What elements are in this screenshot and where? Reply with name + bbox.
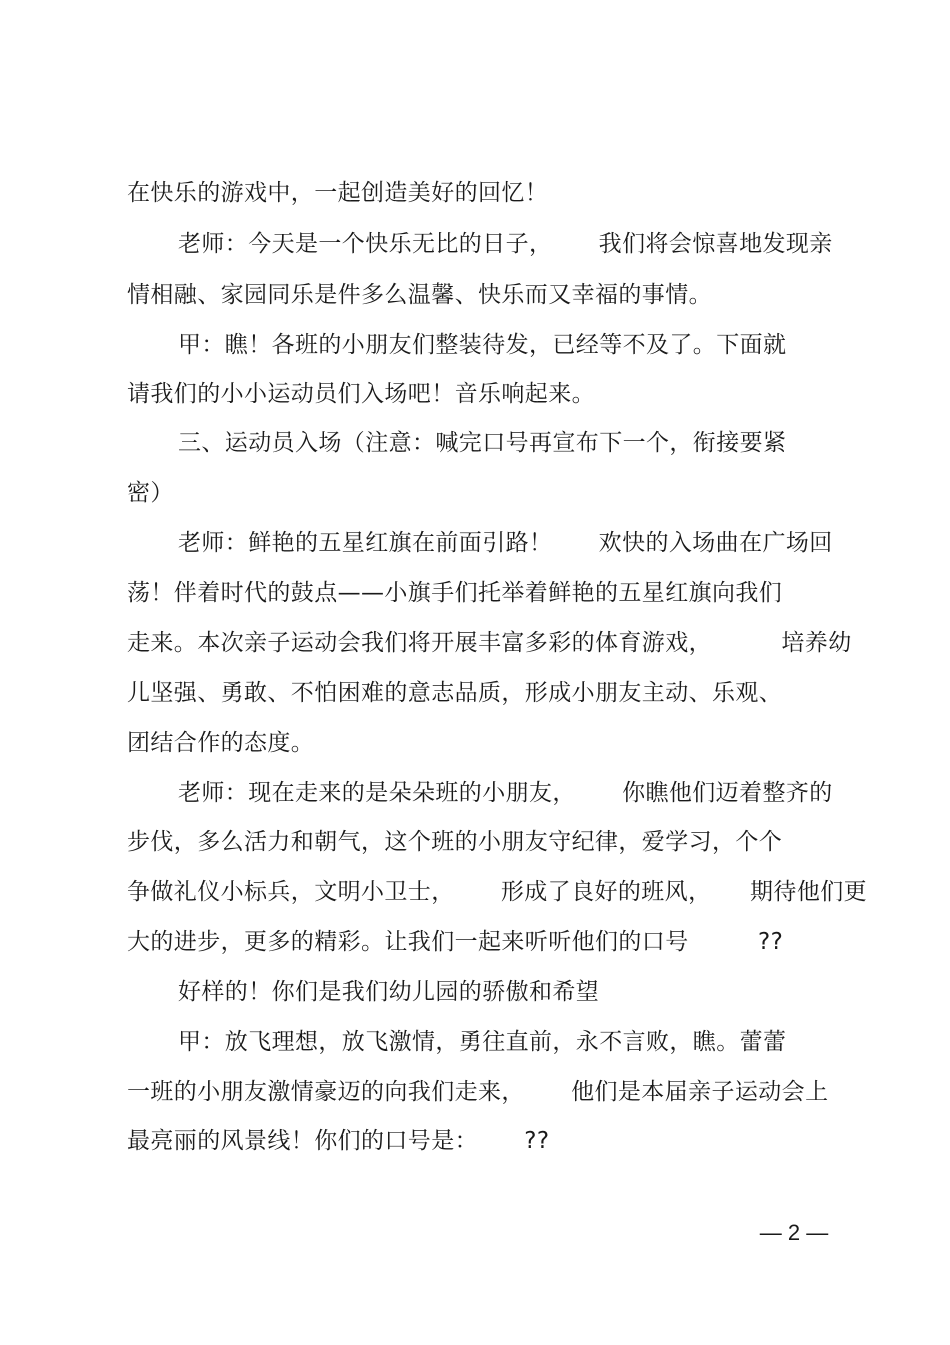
text-line: 密） [127, 480, 174, 506]
text-line: 走来。本次亲子运动会我们将开展丰富多彩的体育游戏， 培养幼 [127, 630, 852, 656]
text-line: 三、运动员入场（注意：喊完口号再宣布下一个，衔接要紧 [178, 430, 787, 456]
text-line: 好样的！你们是我们幼儿园的骄傲和希望 [178, 979, 600, 1005]
text-line: 儿坚强、勇敢、不怕困难的意志品质，形成小朋友主动、乐观、 [127, 680, 783, 706]
text-line: 在快乐的游戏中，一起创造美好的回忆！ [127, 180, 549, 206]
text-line: 请我们的小小运动员们入场吧！音乐响起来。 [127, 381, 595, 407]
page-number: — 2 — [759, 1220, 829, 1245]
text-line: 老师：今天是一个快乐无比的日子， 我们将会惊喜地发现亲 [178, 231, 833, 257]
text-line: 大的进步，更多的精彩。让我们一起来听听他们的口号 ?? [127, 929, 784, 955]
text-line: 甲：瞧！各班的小朋友们整装待发，已经等不及了。下面就 [178, 332, 787, 358]
text-line: 一班的小朋友激情豪迈的向我们走来， 他们是本届亲子运动会上 [127, 1079, 829, 1105]
text-line: 老师：鲜艳的五星红旗在前面引路！ 欢快的入场曲在广场回 [178, 530, 833, 556]
text-line: 步伐，多么活力和朝气，这个班的小朋友守纪律，爱学习，个个 [127, 829, 783, 855]
text-line: 最亮丽的风景线！你们的口号是： ?? [127, 1128, 550, 1154]
text-line: 甲：放飞理想，放飞激情，勇往直前，永不言败，瞧。蕾蕾 [178, 1029, 787, 1055]
text-line: 情相融、家园同乐是件多么温馨、快乐而又幸福的事情。 [127, 282, 712, 308]
text-line: 团结合作的态度。 [127, 730, 315, 756]
text-line: 老师：现在走来的是朵朵班的小朋友， 你瞧他们迈着整齐的 [178, 780, 833, 806]
text-line: 荡！伴着时代的鼓点——小旗手们托举着鲜艳的五星红旗向我们 [127, 580, 783, 606]
text-line: 争做礼仪小标兵，文明小卫士， 形成了良好的班风， 期待他们更 [127, 879, 868, 905]
